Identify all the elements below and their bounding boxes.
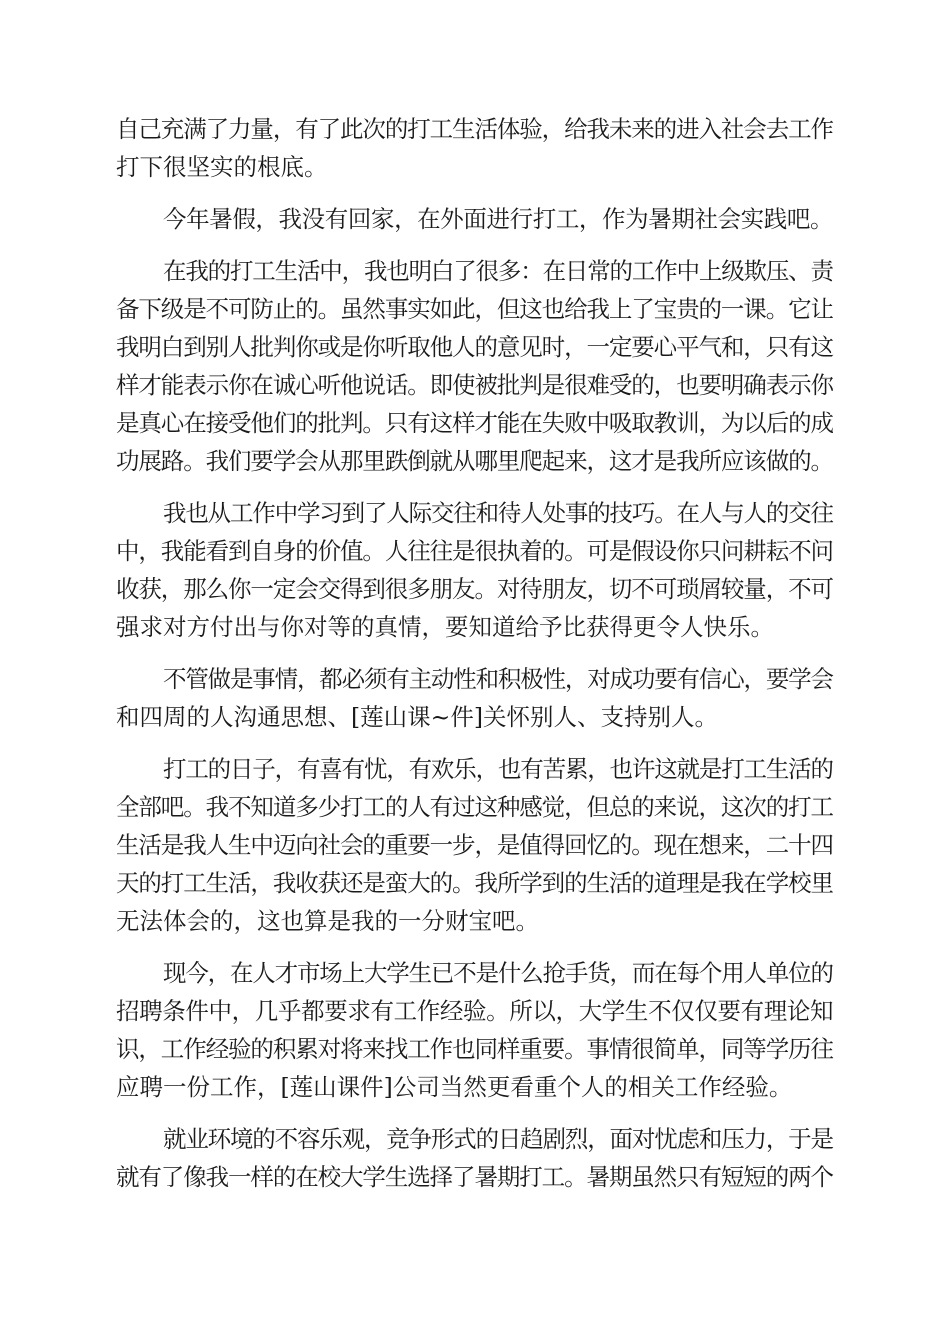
paragraph-line: 打工的日子，有喜有忧，有欢乐，也有苦累，也许这就是打工生活的 (163, 755, 833, 783)
paragraph-line: 中，我能看到自身的价值。人往往是很执着的。可是假设你只问耕耘不问 (116, 537, 833, 565)
paragraph-line: 生活是我人生中迈向社会的重要一步，是值得回忆的。现在想来，二十四 (116, 831, 833, 859)
paragraph-line: 自己充满了力量，有了此次的打工生活体验，给我未来的进入社会去工作 (116, 115, 833, 143)
paragraph-line: 样才能表示你在诚心听他说话。即使被批判是很难受的，也要明确表示你 (116, 371, 833, 399)
paragraph-line: 就业环境的不容乐观，竞争形式的日趋剧烈，面对忧虑和压力，于是 (163, 1125, 833, 1153)
paragraph-line: 是真心在接受他们的批判。只有这样才能在失败中吸取教训，为以后的成 (116, 409, 833, 437)
paragraph-7 (116, 954, 834, 1106)
paragraph-line: 现今，在人才市场上大学生已不是什么抢手货，而在每个用人单位的 (163, 959, 833, 987)
paragraph-line: 全部吧。我不知道多少打工的人有过这种感觉，但总的来说，这次的打工 (116, 793, 833, 821)
paragraph-line: 收获，那么你一定会交得到很多朋友。对待朋友，切不可琐屑较量，不可 (116, 575, 833, 603)
paragraph-line: 和四周的人沟通思想、[莲山课~件]关怀别人、支持别人。 (116, 703, 719, 731)
paragraph-line: 招聘条件中，几乎都要求有工作经验。所以，大学生不仅仅要有理论知 (116, 997, 834, 1025)
paragraph-line: 就有了像我一样的在校大学生选择了暑期打工。暑期虽然只有短短的两个 (116, 1163, 833, 1191)
paragraph-line: 无法体会的，这也算是我的一分财宝吧。 (116, 907, 539, 935)
paragraph-line: 功展路。我们要学会从那里跌倒就从哪里爬起来，这才是我所应该做的。 (116, 447, 833, 475)
paragraph-line: 不管做是事情，都必须有主动性和积极性，对成功要有信心，要学会 (163, 665, 833, 693)
paragraph-4 (116, 494, 834, 646)
paragraph-line: 我明白到别人批判你或是你听取他人的意见时，一定要心平气和，只有这 (116, 333, 833, 361)
paragraph-line: 识，工作经验的积累对将来找工作也同样重要。事情很简单，同等学历往 (116, 1035, 833, 1063)
paragraph-line: 在我的打工生活中，我也明白了很多：在日常的工作中上级欺压、责 (163, 257, 833, 285)
paragraph-5 (116, 660, 834, 736)
paragraph-line: 打下很坚实的根底。 (116, 153, 328, 181)
paragraph-line: 备下级是不可防止的。虽然事实如此，但这也给我上了宝贵的一课。它让 (116, 295, 833, 323)
paragraph-line: 今年暑假，我没有回家，在外面进行打工，作为暑期社会实践吧。 (163, 205, 834, 233)
paragraph-2 (116, 200, 834, 238)
paragraph-line: 强求对方付出与你对等的真情，要知道给予比获得更令人快乐。 (116, 613, 774, 641)
paragraph-3 (116, 252, 834, 480)
document-body (116, 110, 834, 1196)
paragraph-line: 天的打工生活，我收获还是蛮大的。我所学到的生活的道理是我在学校里 (116, 869, 833, 897)
paragraph-8 (116, 1120, 834, 1196)
paragraph-6 (116, 750, 834, 940)
paragraph-1 (116, 110, 834, 186)
paragraph-line: 应聘一份工作，[莲山课件]公司当然更看重个人的相关工作经验。 (116, 1073, 793, 1101)
paragraph-line: 我也从工作中学习到了人际交往和待人处事的技巧。在人与人的交往 (163, 499, 833, 527)
